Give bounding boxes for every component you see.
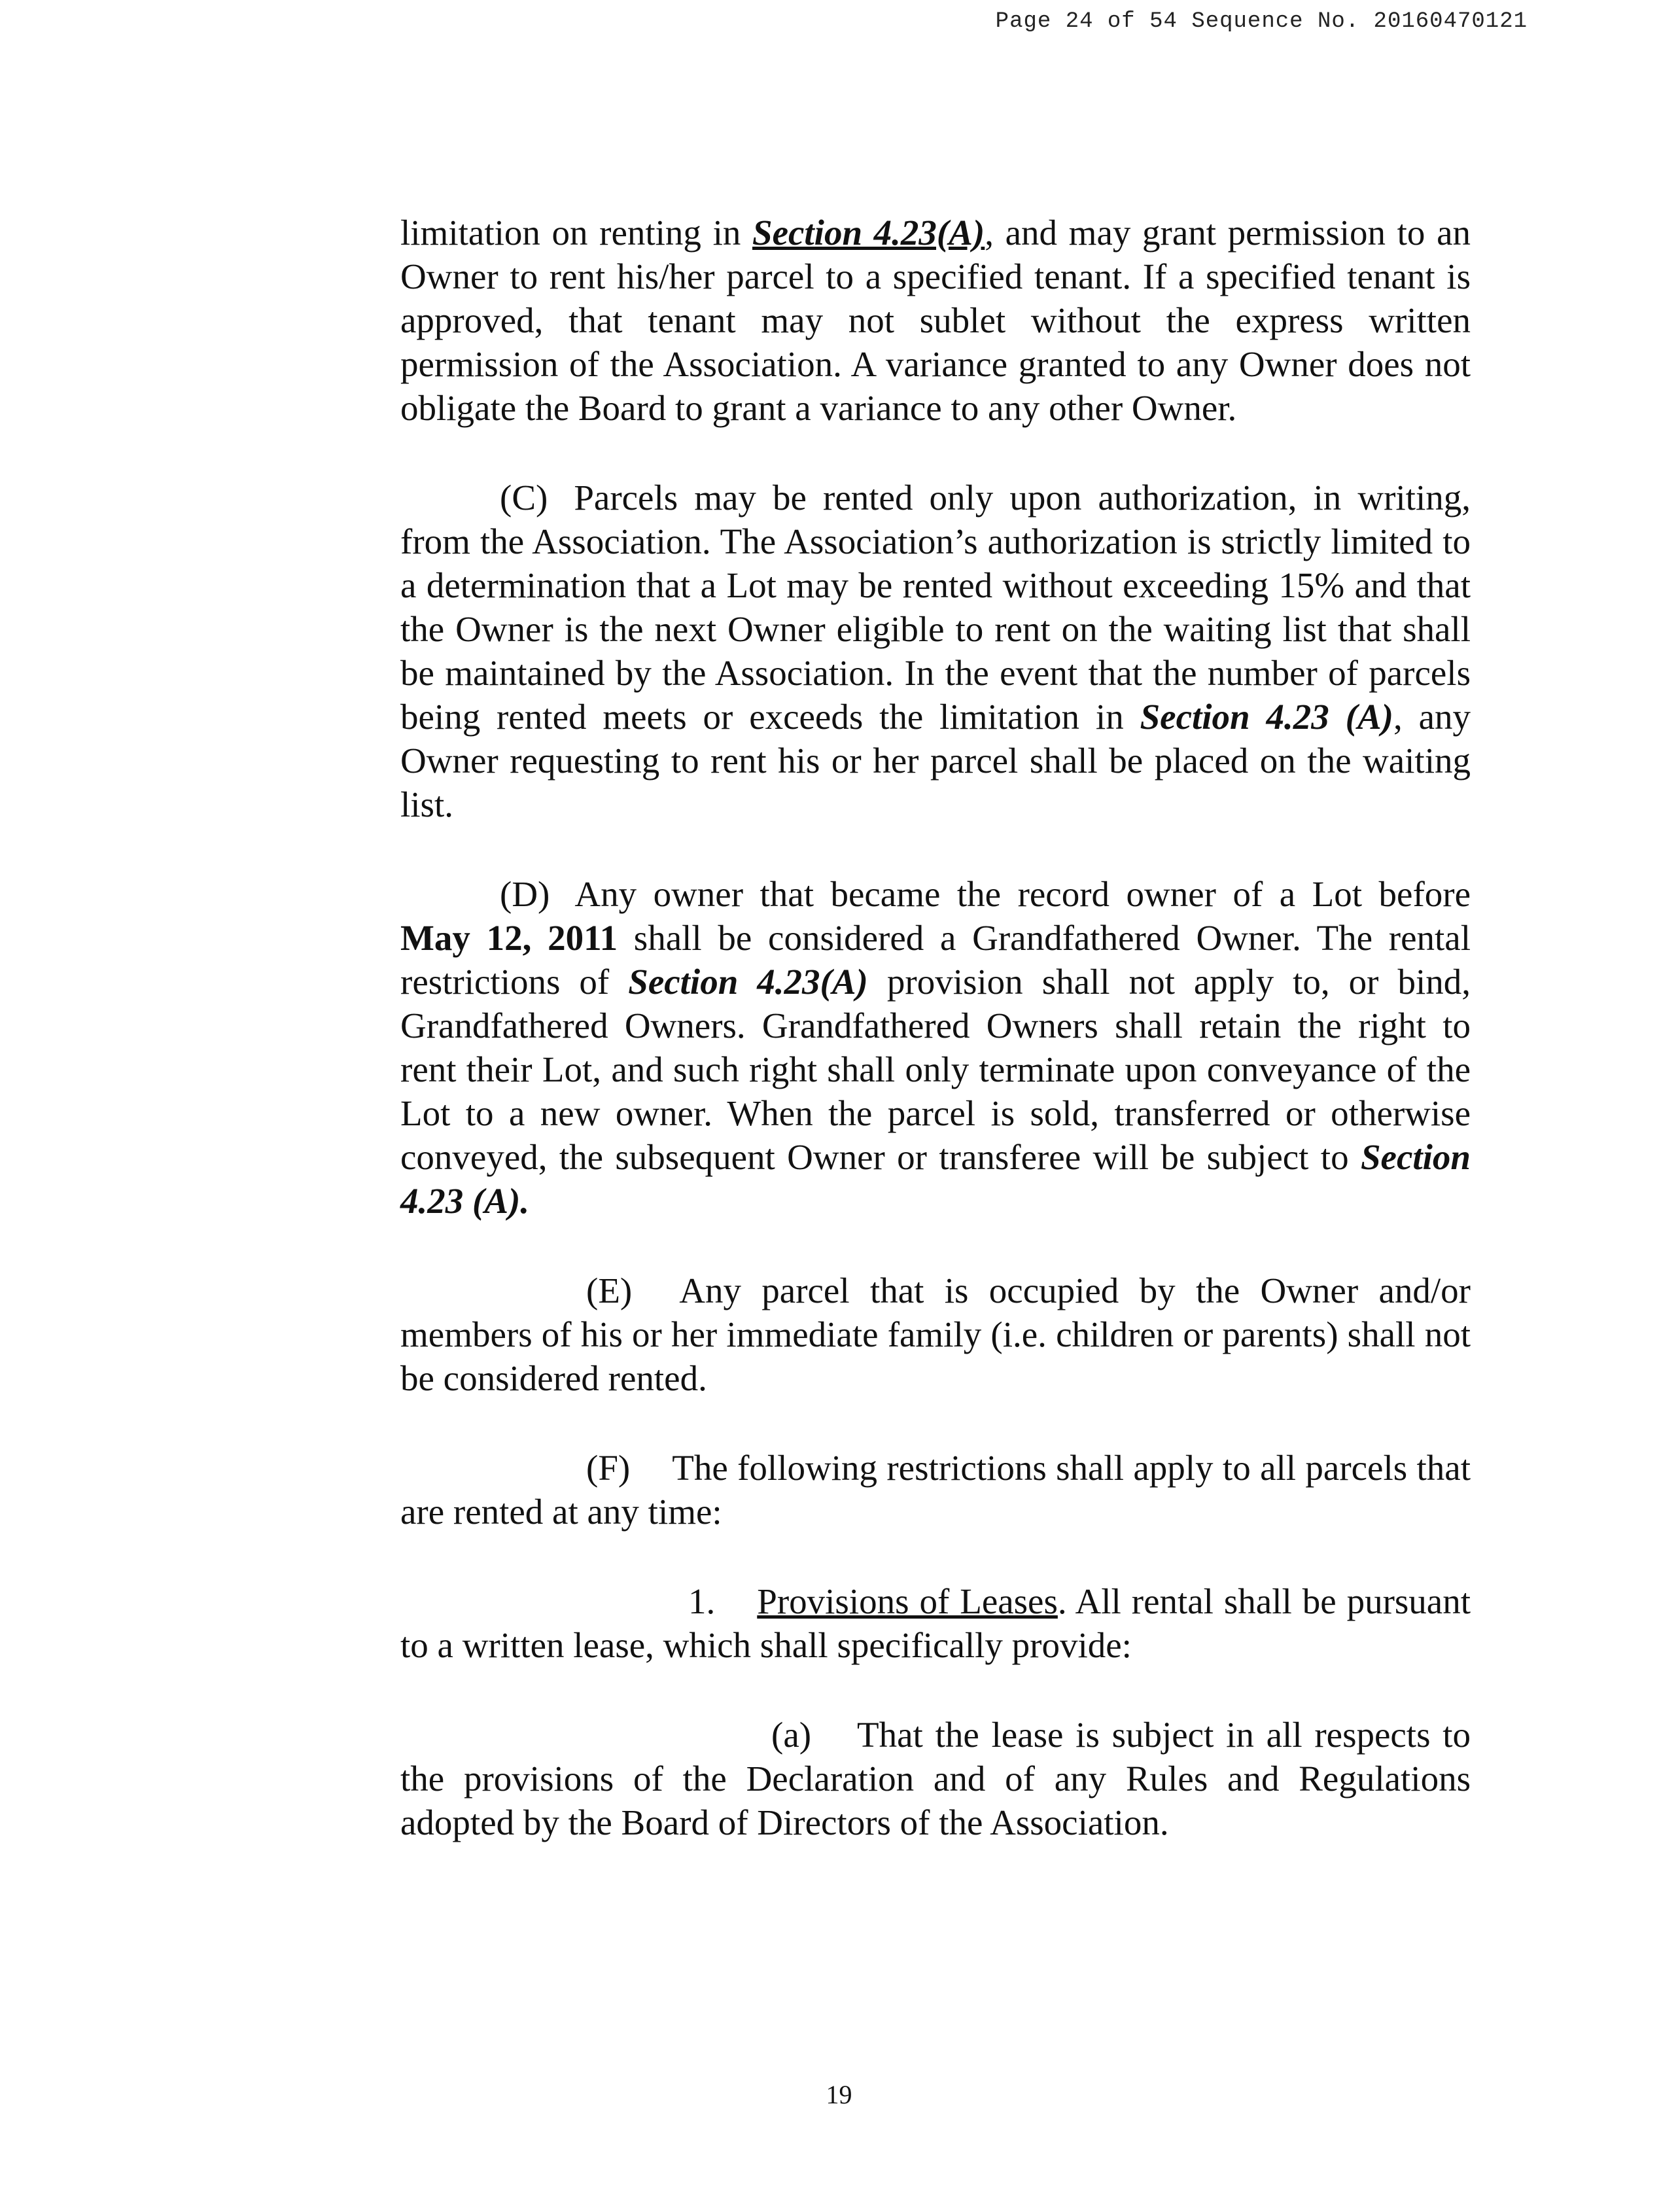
section-reference: Section 4.23(A) <box>752 213 985 253</box>
text: Any parcel that is occupied by the Owner and/or members of his or her immediate family (i.e. children or parents) shall not be considered rented. <box>400 1271 1471 1398</box>
text: provision shall not apply to, or bind, Grandfathered Owners. Grandfathered Owners shall retain the right to rent their Lot, and such right shall only terminate upon conveyance of the Lot to a new owner. When the parcel is sold, transferred or otherwise conveyed, the subsequent Owner or transferee will be subject to <box>400 962 1471 1177</box>
item-a <box>400 1713 1471 1844</box>
section-reference: Section 4.23 (A) <box>1140 697 1393 737</box>
paragraph-e <box>400 1269 1471 1400</box>
text: , and may grant permission to an Owner to rent his/her parcel to a specified tenant. If a specified tenant is approved, that tenant may not sublet without the express written permission of the Association. A variance granted to any Owner does not obligate the Board to grant a variance to any other Owner. <box>400 213 1471 428</box>
text: shall be considered a Grandfathered Owner. The rental restrictions of <box>400 918 1471 1002</box>
page-number: 19 <box>826 2080 852 2109</box>
paragraph-label: (D) <box>500 874 550 914</box>
text: , any Owner requesting to rent his or her parcel shall be placed on the waiting list. <box>400 697 1471 824</box>
paragraph-b-continuation <box>400 211 1471 430</box>
grandfather-date: May 12, 2011 <box>400 918 618 958</box>
document-body <box>400 211 1471 1844</box>
text: The following restrictions shall apply to all parcels that are rented at any time: <box>400 1448 1471 1532</box>
section-reference: Section 4.23(A) <box>628 962 868 1002</box>
paragraph-label: (C) <box>500 478 548 518</box>
sequence-stamp: Page 24 of 54 Sequence No. 20160470121 <box>995 9 1528 34</box>
item-label: (a) <box>771 1715 812 1755</box>
text: That the lease is subject in all respects to the provisions of the Declaration and of any Rules and Regulations adopted by the Board of Directors of the Association. <box>400 1715 1471 1842</box>
text: . All rental shall be pursuant to a written lease, which shall specifically provide: <box>400 1581 1471 1665</box>
section-reference: Section 4.23 (A). <box>400 1137 1471 1221</box>
text: limitation on renting in <box>400 213 752 253</box>
paragraph-f <box>400 1446 1471 1534</box>
paragraph-d <box>400 872 1471 1223</box>
item-1 <box>400 1579 1471 1667</box>
item-number: 1. <box>688 1581 716 1621</box>
paragraph-c <box>400 476 1471 826</box>
item-heading: Provisions of Leases <box>757 1581 1058 1621</box>
text: Any owner that became the record owner of a Lot before <box>574 874 1471 914</box>
text: Parcels may be rented only upon authorization, in writing, from the Association. The Association’s authorization is strictly limited to a determination that a Lot may be rented without exceeding 15% and that the Owner is the next Owner eligible to rent on the waiting list that shall be maintained by the Association. In the event that the number of parcels being rented meets or exceeds the limitation in <box>400 478 1471 737</box>
paragraph-label: (E) <box>586 1271 633 1310</box>
paragraph-label: (F) <box>586 1448 631 1488</box>
